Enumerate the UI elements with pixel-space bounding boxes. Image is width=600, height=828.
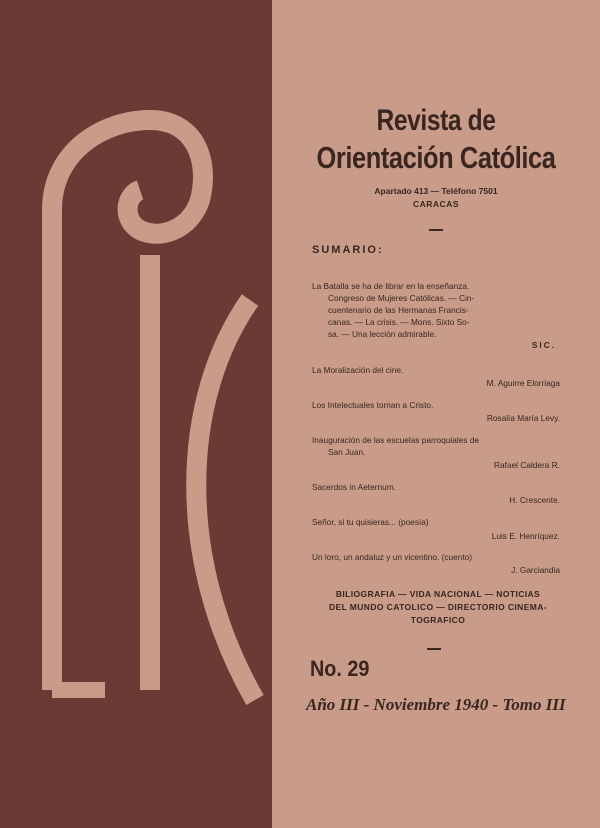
contact-info: Apartado 413 — Teléfono 7501 — [374, 186, 498, 196]
sections-line: TOGRAFICO — [410, 615, 466, 625]
article-author: H. Crescente. — [509, 495, 560, 505]
magazine-title-line2: Orientación Católica — [316, 140, 556, 175]
article-title — [312, 516, 429, 528]
logo-c-curve — [196, 300, 255, 700]
article-title — [312, 364, 403, 376]
lead-author: SIC. — [531, 340, 556, 350]
issue-date-line: Año III - Noviembre 1940 - Tomo III — [306, 695, 566, 714]
magazine-title-line1: Revista de — [376, 104, 496, 137]
article-title-line: Un loro, un andaluz y un vicentino. (cuento) — [312, 552, 473, 562]
article-title-line: San Juan. — [328, 447, 366, 457]
sic-logo — [0, 0, 272, 828]
article-title-line: Los Intelectuales tornan a Cristo. — [312, 400, 434, 410]
lead-line: La Batalla se ha de librar en la enseñanza. — [312, 281, 470, 291]
lead-line: Congreso de Mujeres Católicas. — Cin- — [328, 293, 475, 303]
article-title — [312, 399, 433, 411]
article-title-line: Sacerdos in Aeternum. — [312, 482, 396, 492]
logo-s-spiral — [52, 120, 203, 690]
lead-entry — [312, 280, 562, 340]
lead-line: cuentenario de las Hermanas Francis- — [328, 305, 469, 315]
lead-line: sa. — Una lección admirable. — [328, 329, 437, 339]
article-author: Rafael Caldera R. — [494, 460, 560, 470]
article-author: Rosalía María Levy. — [486, 413, 560, 423]
sections-line: DEL MUNDO CATOLICO — DIRECTORIO CINEMA- — [328, 602, 548, 612]
sumario-heading: SUMARIO: — [312, 244, 384, 256]
article-title-line: La Moralización del cine. — [312, 365, 404, 375]
divider-dash — [427, 648, 441, 650]
article-author: J. Garciandia — [511, 565, 560, 575]
article-title — [312, 434, 479, 458]
cover-right-panel — [272, 0, 600, 828]
article-title-line: Señor, si tu quisieras... (poesía) — [312, 517, 429, 527]
city-label: CARACAS — [413, 199, 459, 209]
issue-number: No. 29 — [310, 656, 370, 681]
article-title-line: Inauguración de las escuelas parroquiales de — [312, 435, 479, 445]
article-title — [312, 551, 472, 563]
sections-list — [310, 588, 566, 627]
article-author: Luis E. Henríquez. — [491, 531, 560, 541]
divider-dash — [429, 229, 443, 231]
lead-line: canas. — La crisis. — Mons. Sixto So- — [328, 317, 470, 327]
article-author: M. Aguirre Elorriaga — [486, 378, 560, 388]
article-title — [312, 481, 396, 493]
sections-line: BILIOGRAFIA — VIDA NACIONAL — NOTICIAS — [335, 589, 541, 599]
